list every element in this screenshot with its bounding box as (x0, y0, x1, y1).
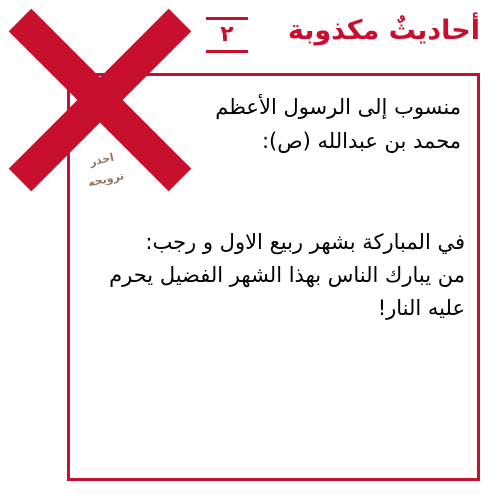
stamp-line-1: احذر (88, 150, 116, 169)
page-title: أحاديثٌ مكذوبة (287, 15, 480, 46)
attribution-line-2: محمد بن عبدالله (ص): (261, 129, 461, 153)
hadith-line-2: من يبارك الناس بهذا الشهر الفضيل يحرم (109, 263, 465, 287)
stamp-line-2: ترويجه (86, 169, 126, 190)
attribution-line-1: منسوب إلى الرسول الأعظم (215, 95, 461, 119)
part-number-badge: ٢ (206, 17, 248, 53)
attribution-text (161, 90, 461, 158)
hadith-text (73, 226, 465, 325)
hadith-line-1: في المباركة بشهر ربيع الاول و رجب: (145, 230, 465, 254)
hadith-line-3: عليه النار! (377, 296, 465, 320)
